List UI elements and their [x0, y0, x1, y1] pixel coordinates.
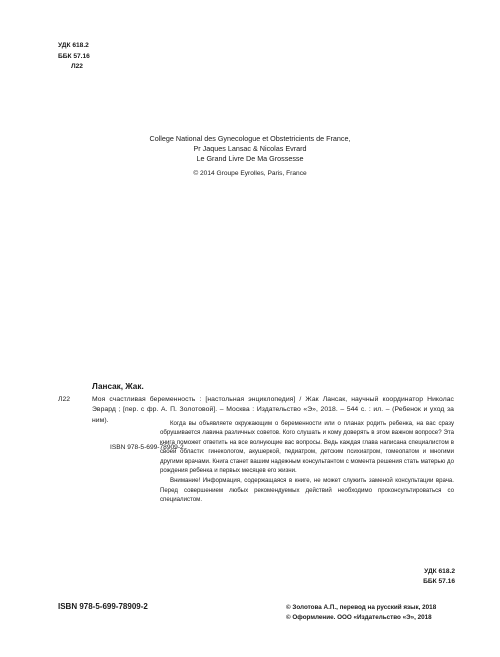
udk-code: УДК 618.2	[58, 42, 89, 49]
annotation-paragraph: Когда вы объявляете окружающим о беременности или о планах родить ребенка, на вас сразу обрушивается лавина различных советов. Кого слушать и кому доверять в этом важном вопросе? Эта книга поможет ответить на все волнующие вас вопросы. Ведь каждая глава написана специалистом в своей области: гинекологом, акушеркой, педиатром, детским психиатром, гомеопатом и многими другими врачами. Книга станет вашим надежным консультантом с момента решения стать матерью до рождения ребенка и первых месяцев его жизни.	[160, 420, 454, 475]
translation-copyright: © Золотова А.П., перевод на русский язык, 2018	[286, 604, 437, 611]
record-isbn: ISBN 978-5-699-78909-2	[110, 444, 184, 451]
original-edition-block	[0, 134, 500, 179]
record-author-mark: Л22	[58, 396, 71, 403]
annotation	[160, 419, 454, 505]
copyright-notices	[286, 603, 436, 623]
bottom-bbk-code: ББК 57.16	[423, 577, 455, 585]
bottom-classification-codes	[423, 567, 455, 586]
bbk-code: ББК 57.16	[58, 52, 90, 60]
design-copyright: © Оформление. ООО «Издательство «Э», 2018	[286, 613, 432, 621]
author-mark: Л22	[71, 63, 83, 70]
original-copyright: © 2014 Groupe Eyrolles, Paris, France	[193, 169, 307, 177]
warning-paragraph: Внимание! Информация, содержащаяся в книге, не может служить заменой консультации врача. Перед совершением любых рекомендуемых действий необходимо проконсультироваться со специалистом.	[160, 477, 454, 504]
original-title-line: Le Grand Livre De Ma Grossesse	[196, 154, 304, 164]
footer-isbn: ISBN 978-5-699-78909-2	[58, 602, 148, 611]
record-author: Лансак, Жак.	[92, 382, 144, 391]
original-authors-line: Pr Jaques Lansac & Nicolas Evrard	[193, 144, 307, 154]
record-description: Моя счастливая беременность : [настольная энциклопедия] / Жак Лансак, научный координатор Николас Эврард ; [пер. с фр. А. П. Золотовой]. – Москва : Издательство «Э», 2018. – 544 с. : ил. – (Ребенок и уход за ним).	[92, 396, 454, 424]
classification-codes	[58, 41, 90, 73]
original-publisher-line: College National des Gynecologue et Obstetricients de France,	[149, 134, 351, 143]
bottom-udk-code: УДК 618.2	[424, 568, 455, 575]
